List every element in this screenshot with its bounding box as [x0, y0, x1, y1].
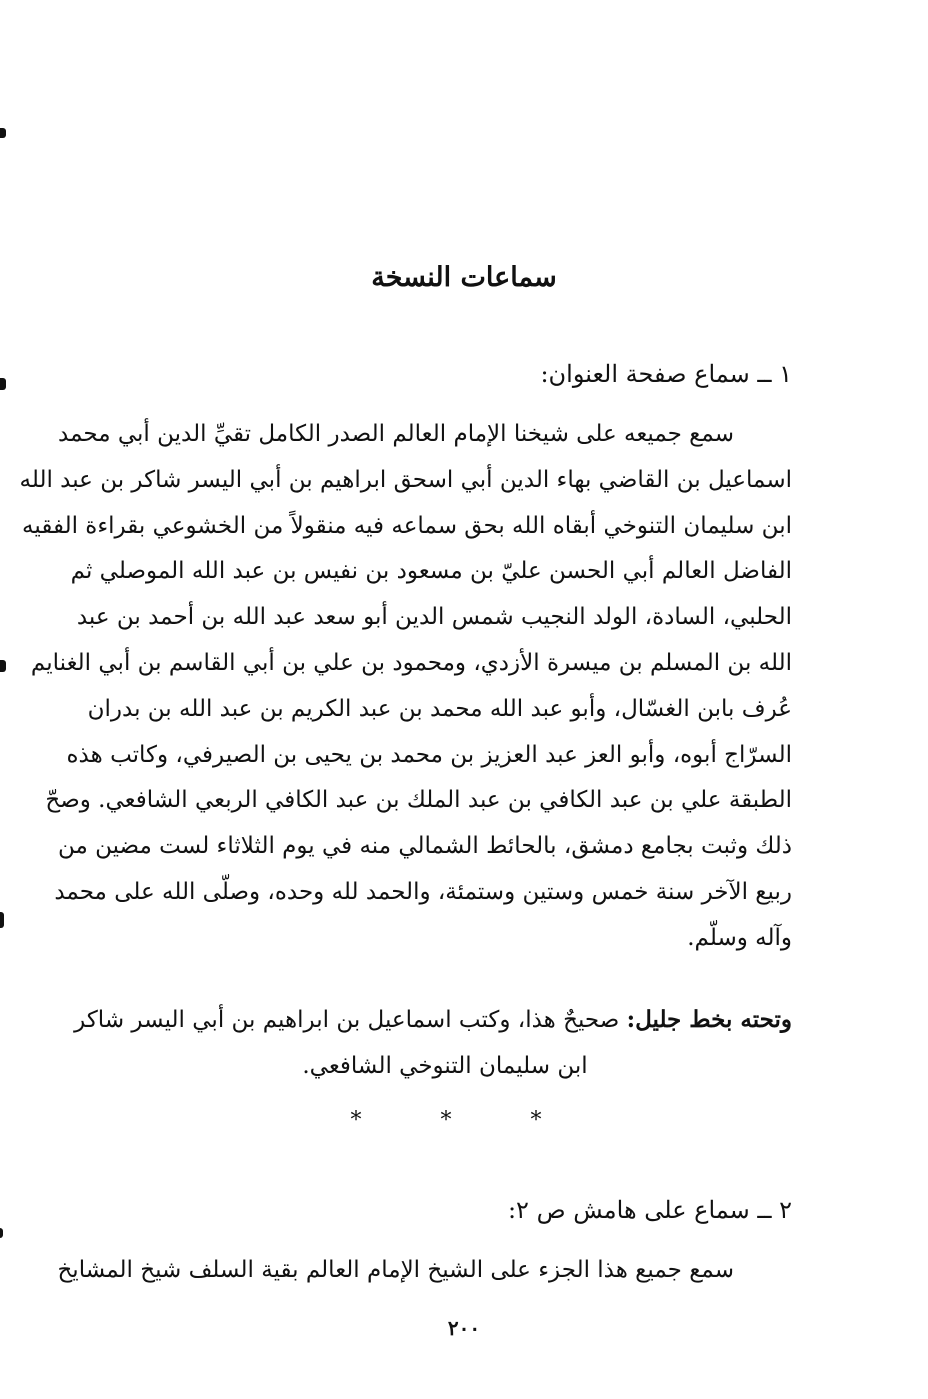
text-line: سمع جميعه على شيخنا الإمام العالم الصدر الكامل تقيِّ الدين أبي محمد [58, 421, 734, 447]
note-text: صحيحٌ هذا، وكتب اسماعيل بن ابراهيم بن أبي اليسر شاكر [74, 1007, 620, 1033]
text-line: سمع جميع هذا الجزء على الشيخ الإمام العالم بقية السلف شيخ المشايخ [57, 1257, 734, 1283]
section-heading-2: ٢ ــ سماع على هامش ص ٢: [507, 1196, 792, 1224]
text-line: الطبقة علي بن عبد الكافي بن عبد الملك بن عبد الكافي الربعي الشافعي. وصحّ [45, 787, 792, 814]
text-line: ذلك وثبت بجامع دمشق، بالحائط الشمالي منه في يوم الثلاثاء لست مضين من [57, 833, 792, 860]
text-line: الله بن المسلم بن ميسرة الأزدي، ومحمود بن علي بن أبي القاسم بن أبي الغنايم [30, 649, 792, 676]
text-line: عُرف بابن الغسّال، وأبو عبد الله محمد بن عبد الكريم بن عبد الله بن بدران [87, 695, 792, 722]
scan-edge-mark [0, 1228, 3, 1238]
section-heading-1: ١ ــ سماع صفحة العنوان: [540, 360, 792, 388]
section-1-body [19, 412, 792, 962]
text-line: وآله وسلّم. [687, 924, 792, 951]
text-line: ابن سليمان التنوخي أبقاه الله بحق سماعه فيه منقولاً من الخشوعي بقراءة الفقيه [22, 512, 792, 539]
annotation-note [74, 996, 792, 1088]
scan-edge-mark [0, 378, 6, 390]
text-line: الفاضل العالم أبي الحسن عليّ بن مسعود بن نفيس بن عبد الله الموصلي ثم [70, 558, 792, 585]
text-line: اسماعيل بن القاضي بهاء الدين أبي اسحق ابراهيم بن أبي اليسر شاكر بن عبد الله [19, 466, 792, 493]
text-line: ربيع الآخر سنة خمس وستين وستمئة، والحمد لله وحده، وصلّى الله على محمد [54, 878, 792, 905]
scan-edge-mark [0, 660, 6, 672]
text-line: الحلبي، السادة، الولد النجيب شمس الدين أبو سعد عبد الله بن أحمد بن عبد [76, 604, 792, 631]
note-label: وتحته بخط جليل: [626, 1006, 792, 1033]
scan-edge-mark [0, 128, 6, 138]
note-continuation: ابن سليمان التنوخي الشافعي. [302, 1053, 588, 1079]
text-line: السرّاج أبوه، وأبو العز عبد العزيز بن محمد بن يحيى بن الصيرفي، وكاتب هذه [66, 741, 792, 768]
scan-edge-mark [0, 912, 4, 928]
section-divider: * * * [350, 1108, 578, 1133]
section-2-body [57, 1248, 792, 1294]
page-number: ٢٠٠ [447, 1316, 481, 1340]
page-title: سماعات النسخة [371, 262, 557, 293]
